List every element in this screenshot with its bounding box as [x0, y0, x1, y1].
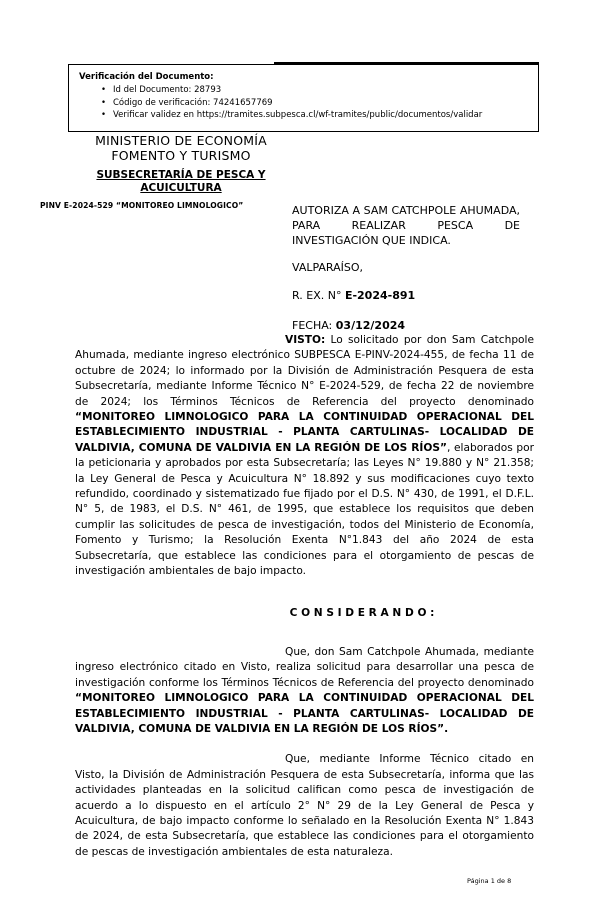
pinv-reference: PINV E-2024-529 “MONITOREO LIMNOLOGICO” — [40, 201, 244, 210]
document-body — [75, 333, 534, 875]
page-number: Página 1 de 8 — [467, 877, 512, 885]
visto-paragraph: VISTO: Lo solicitado por don Sam Catchpole Ahumada, mediante ingreso electrónico SUBPESCA E-PINV-2024-455, de fecha 11 de octubre de 2024; lo informado por la División de Administración Pesquera de esta Subsecretaría, mediante Informe Técnico N° E-2024-529, de fecha 22 de noviembre de 2024; los Términos Técnicos de Referencia del proyecto denominado “MONITOREO LIMNOLOGICO PARA LA CONTINUIDAD OPERACIONAL DEL ESTABLECIMIENTO INDUSTRIAL - PLANTA CARTULINAS- LOCALIDAD DE VALDIVIA, COMUNA DE VALDIVIA EN LA REGIÓN DE LOS RÍOS”, elaborados por la peticionaria y aprobados por esta Subsecretaría; las Leyes N° 19.880 y N° 21.358; la Ley General de Pesca y Acuicultura N° 18.892 y sus modificaciones cuyo texto refundido, coordinado y sistematizado fue fijado por el D.S. N° 430, de 1991, el D.F.L. N° 5, de 1983, el D.S. N° 461, de 1995, que establece los requisitos que deben cumplir las solicitudes de pesca de investigación, todos del Ministerio de Economía, Fomento y Turismo; la Resolución Exenta N°1.843 del año 2024 de esta Subsecretaría, que establece las condiciones para el otorgamiento de pescas de investigación ambientales de bajo impacto. — [75, 334, 534, 578]
resolution-header — [292, 203, 520, 333]
date-line — [292, 318, 520, 333]
resolution-number-line — [292, 288, 520, 303]
resolution-number-label: R. EX. N° — [292, 289, 345, 302]
ministry-name-line1: MINISTERIO DE ECONOMÍA — [95, 133, 267, 148]
verification-list — [101, 84, 530, 122]
verification-item-document-id: • Id del Documento: 28793 — [101, 84, 530, 97]
verification-box-title: Verificación del Documento: — [79, 72, 214, 82]
verification-item-url[interactable]: • Verificar validez en https://tramites.subpesca.cl/wf-tramites/public/documentos/validar — [101, 109, 530, 122]
resolution-number: E-2024-891 — [344, 289, 416, 302]
date-value: 03/12/2024 — [335, 319, 406, 332]
date-label: FECHA: — [292, 319, 336, 332]
considerando-heading: C O N S I D E R A N D O : — [289, 606, 435, 619]
resolution-subject: AUTORIZA A SAM CATCHPOLE AHUMADA, PARA REALIZAR PESCA DE INVESTIGACIÓN QUE INDICA. — [292, 204, 520, 247]
letterhead — [40, 133, 322, 210]
subsecretaria-title: SUBSECRETARÍA DE PESCA Y ACUICULTURA — [96, 169, 266, 194]
verification-box — [68, 64, 539, 132]
ministry-name-line2: FOMENTO Y TURISMO — [111, 148, 251, 163]
verification-item-code: • Código de verificación: 74241657769 — [101, 97, 530, 110]
ministry-name — [40, 133, 322, 163]
city-line: VALPARAÍSO, — [292, 261, 364, 274]
considerando-paragraph-2: Que, mediante Informe Técnico citado en Visto, la División de Administración Pesquera de esta Subsecretaría, informa que las actividades planteadas en la solicitud califican como pesca de investigación de acuerdo a lo dispuesto en el artículo 2° N° 29 de la Ley General de Pesca y Acuicultura, de bajo impacto conforme lo señalado en la Resolución Exenta N° 1.843 de 2024, de esta Subsecretaría, que establece las condiciones para el otorgamiento de pescas de investigación ambientales de esta naturaleza. — [75, 753, 534, 858]
considerando-paragraph-1: Que, don Sam Catchpole Ahumada, mediante ingreso electrónico citado en Visto, realiza solicitud para desarrollar una pesca de investigación conforme los Términos Técnicos de Referencia del proyecto denominado “MONITOREO LIMNOLOGICO PARA LA CONTINUIDAD OPERACIONAL DEL ESTABLECIMIENTO INDUSTRIAL - PLANTA CARTULINAS- LOCALIDAD DE VALDIVIA, COMUNA DE VALDIVIA EN LA REGIÓN DE LOS RÍOS”. — [75, 645, 534, 735]
